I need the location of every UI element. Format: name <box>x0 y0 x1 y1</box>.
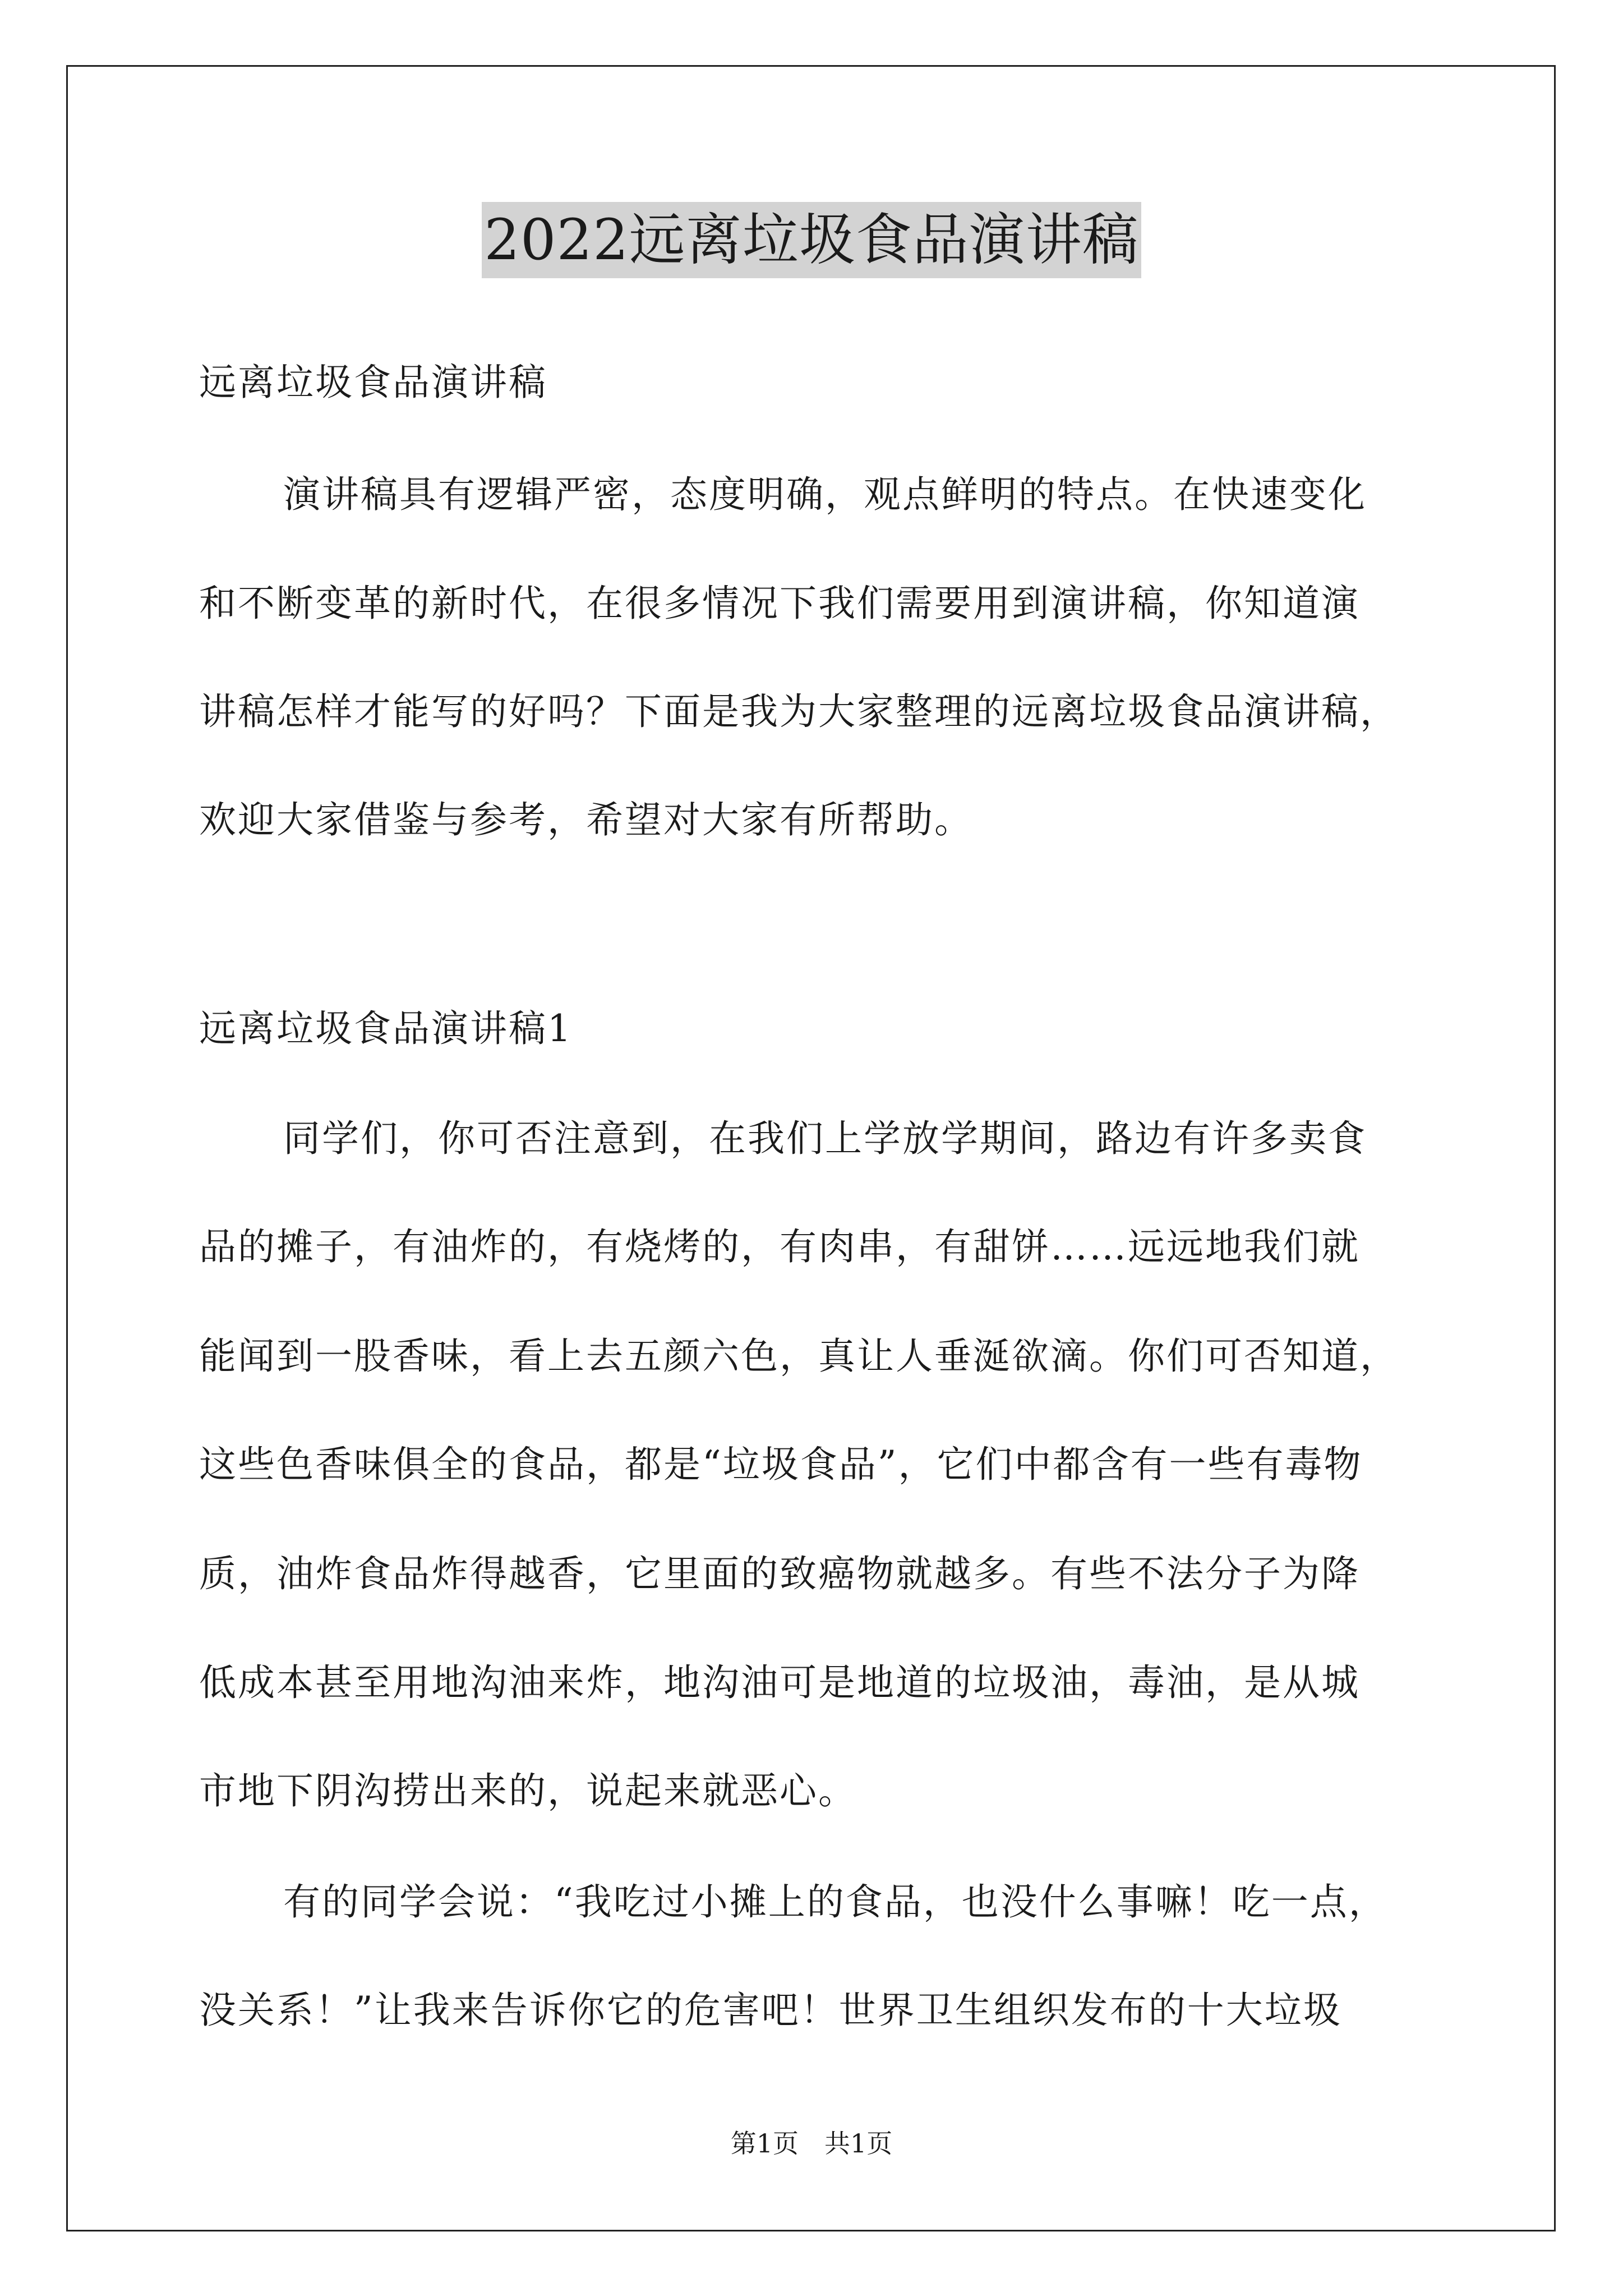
body-line: 没关系！”让我来告诉你它的危害吧！世界卫生组织发布的十大垃圾 <box>199 1989 1342 2032</box>
section-heading: 远离垃圾食品演讲稿1 <box>199 1007 573 1050</box>
body-line: 低成本甚至用地沟油来炸，地沟油可是地道的垃圾油，毒油，是从城 <box>199 1661 1360 1704</box>
body-line: 质，油炸食品炸得越香，它里面的致癌物就越多。有些不法分子为降 <box>199 1552 1360 1595</box>
body-line: 同学们，你可否注意到，在我们上学放学期间，路边有许多卖食 <box>283 1117 1367 1160</box>
subtitle-line: 远离垃圾食品演讲稿 <box>199 361 547 404</box>
body-line: 讲稿怎样才能写的好吗？下面是我为大家整理的远离垃圾食品演讲稿， <box>199 690 1399 733</box>
page-footer: 第1页 共1页 <box>730 2128 893 2159</box>
body-line: 演讲稿具有逻辑严密，态度明确，观点鲜明的特点。在快速变化 <box>283 473 1367 516</box>
body-line: 市地下阴沟捞出来的，说起来就恶心。 <box>199 1769 857 1812</box>
body-line: 有的同学会说：“我吃过小摊上的食品，也没什么事嘛！吃一点， <box>283 1880 1387 1924</box>
document-title: 2022远离垃圾食品演讲稿 <box>482 202 1141 278</box>
title-block <box>0 202 1623 278</box>
body-line: 和不断变革的新时代，在很多情况下我们需要用到演讲稿，你知道演 <box>199 582 1360 625</box>
body-line: 能闻到一股香味，看上去五颜六色，真让人垂涎欲滴。你们可否知道， <box>199 1335 1399 1378</box>
body-line: 欢迎大家借鉴与参考，希望对大家有所帮助。 <box>199 798 973 841</box>
body-line: 品的摊子，有油炸的，有烧烤的，有肉串，有甜饼……远远地我们就 <box>199 1225 1360 1268</box>
body-line: 这些色香味俱全的食品，都是“垃圾食品”，它们中都含有一些有毒物 <box>199 1443 1363 1486</box>
